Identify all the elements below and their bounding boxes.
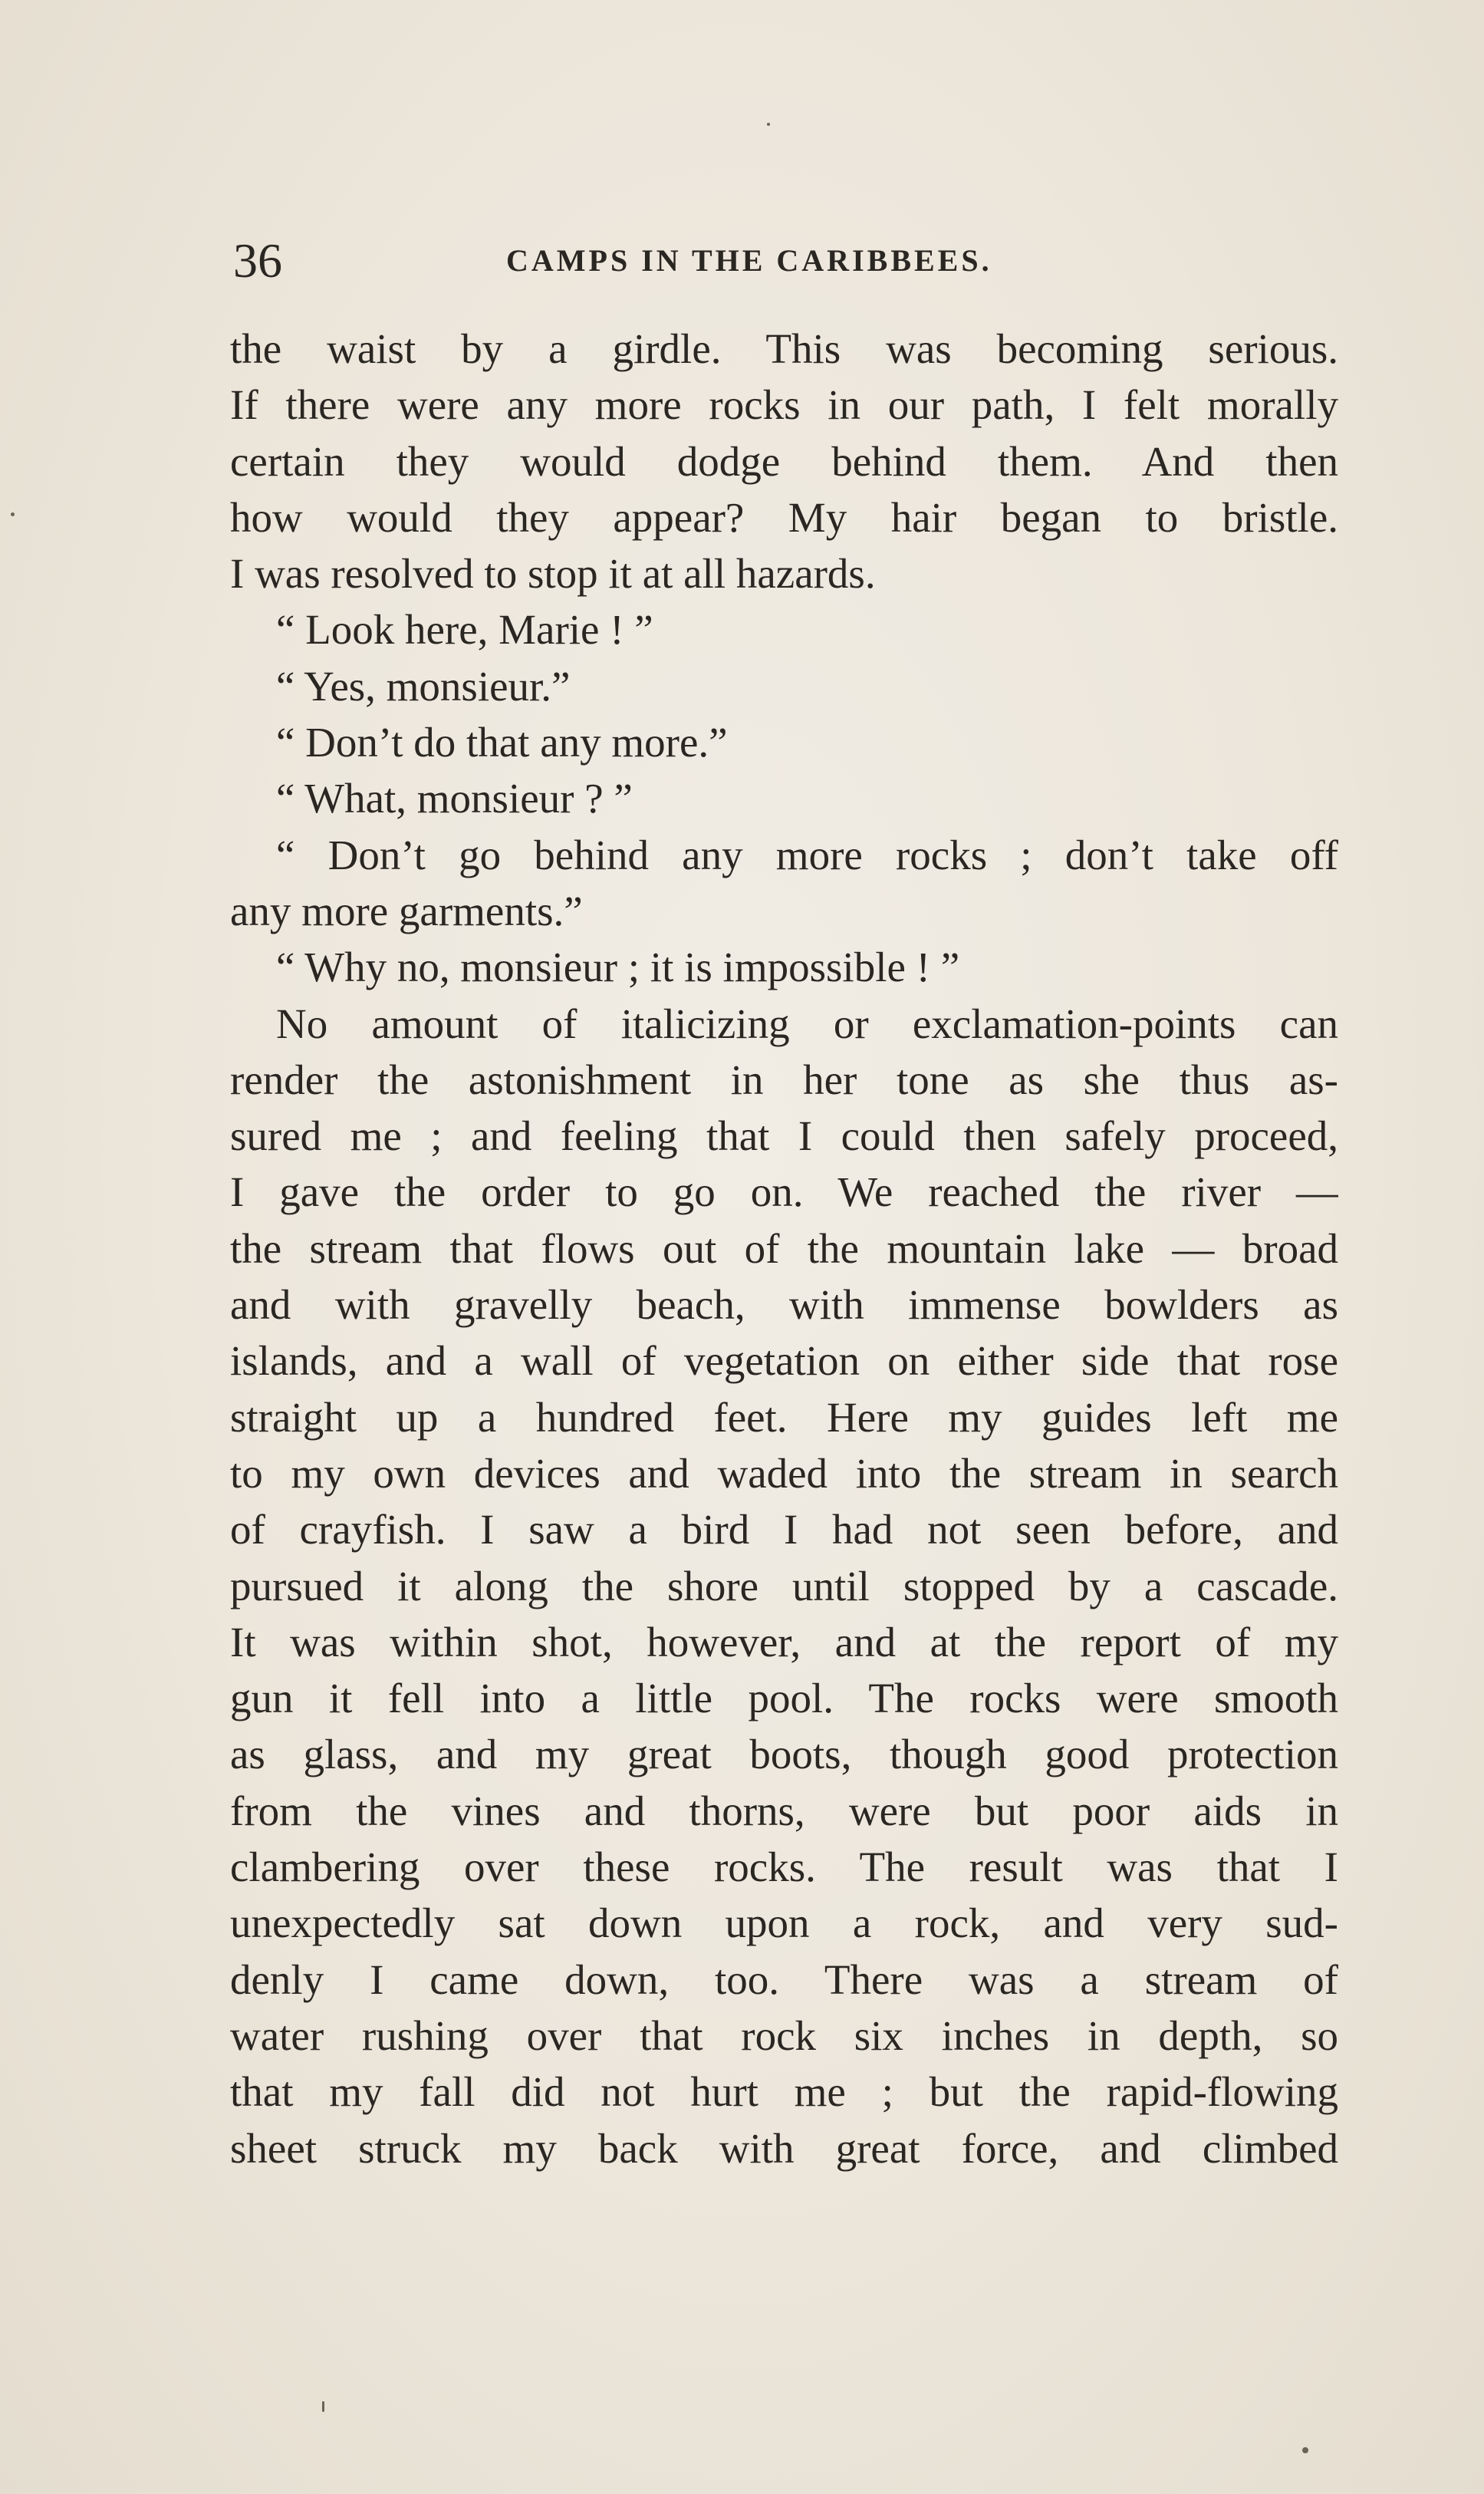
text-line: and with gravelly beach, with immense bowlders as bbox=[230, 1281, 1338, 1329]
text-line: denly I came down, too. There was a stream of bbox=[230, 1955, 1338, 2003]
page-number: 36 bbox=[233, 233, 282, 288]
text-line: “ Yes, monsieur.” bbox=[276, 662, 571, 710]
text-line: pursued it along the shore until stopped by a cascade. bbox=[230, 1562, 1338, 1609]
text-line: the stream that flows out of the mountain lake — broad bbox=[230, 1224, 1338, 1272]
text-line: as glass, and my great boots, though good protection bbox=[230, 1731, 1338, 1778]
text-line: I gave the order to go on. We reached the river — bbox=[230, 1168, 1338, 1216]
text-line: “ Don’t go behind any more rocks ; don’t take off bbox=[276, 831, 1338, 878]
text-line: render the astonishment in her tone as she thus as- bbox=[230, 1056, 1338, 1103]
running-head: CAMPS IN THE CARIBBEES. bbox=[506, 243, 992, 278]
paper-speck bbox=[11, 512, 15, 516]
text-line: If there were any more rocks in our path, I felt morally bbox=[230, 381, 1338, 429]
text-line: “ Look here, Marie ! ” bbox=[276, 606, 653, 654]
text-line: how would they appear? My hair began to bristle. bbox=[230, 493, 1338, 541]
text-line: straight up a hundred feet. Here my guides left me bbox=[230, 1393, 1338, 1441]
text-line: any more garments.” bbox=[230, 887, 583, 934]
text-line: “ Why no, monsieur ; it is impossible ! ” bbox=[276, 944, 960, 991]
text-line: certain they would dodge behind them. And then bbox=[230, 437, 1338, 485]
text-line: No amount of italicizing or exclamation-points can bbox=[276, 1000, 1338, 1047]
text-line: clambering over these rocks. The result was that I bbox=[230, 1843, 1338, 1891]
text-line: water rushing over that rock six inches in depth, so bbox=[230, 2011, 1338, 2059]
text-line: sured me ; and feeling that I could then safely proceed, bbox=[230, 1112, 1338, 1160]
text-line: unexpectedly sat down upon a rock, and very sud- bbox=[230, 1899, 1338, 1947]
text-line: the waist by a girdle. This was becoming serious. bbox=[230, 325, 1338, 372]
text-line: from the vines and thorns, were but poor aids in bbox=[230, 1787, 1338, 1834]
text-line: It was within shot, however, and at the report of my bbox=[230, 1618, 1338, 1665]
body-text bbox=[230, 321, 1338, 2176]
text-line: “ Don’t do that any more.” bbox=[276, 719, 728, 766]
text-line: gun it fell into a little pool. The rocks were smooth bbox=[230, 1675, 1338, 1722]
text-line: “ What, monsieur ? ” bbox=[276, 775, 633, 822]
text-line: islands, and a wall of vegetation on either side that rose bbox=[230, 1337, 1338, 1385]
paper-speck bbox=[1302, 2447, 1308, 2453]
text-line: sheet struck my back with great force, and climbed bbox=[230, 2124, 1338, 2172]
paper-speck bbox=[767, 123, 770, 126]
text-line: of crayfish. I saw a bird I had not seen before, and bbox=[230, 1506, 1338, 1553]
paper-speck bbox=[322, 2401, 324, 2412]
text-line: to my own devices and waded into the stream in search bbox=[230, 1449, 1338, 1497]
text-line: I was resolved to stop it at all hazards. bbox=[230, 550, 876, 598]
text-line: that my fall did not hurt me ; but the rapid-flowing bbox=[230, 2068, 1338, 2116]
page-header bbox=[230, 230, 1334, 292]
